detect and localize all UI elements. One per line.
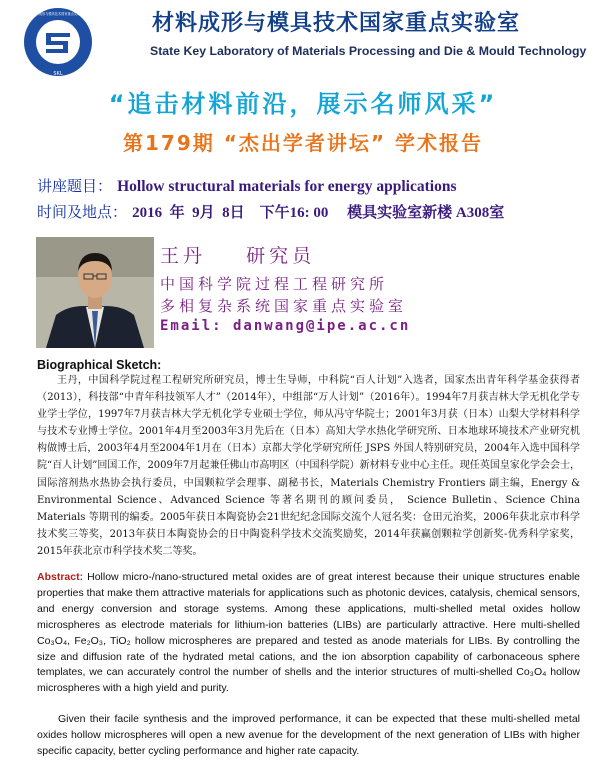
lab-name-en: State Key Laboratory of Materials Processing and Die & Mould Technology xyxy=(150,44,587,58)
time-place: 2016 年 9月 8日 下午16: 00 模具实验室新楼 A308室 xyxy=(132,205,505,221)
speaker-affiliation-2: 多相复杂系统国家重点实验室 xyxy=(160,297,408,315)
talk-topic: Hollow structural materials for energy applications xyxy=(117,178,457,195)
lab-name-cn: 材料成形与模具技术国家重点实验室 xyxy=(152,11,521,36)
time-row xyxy=(37,201,504,222)
bio-heading: Biographical Sketch: xyxy=(37,358,162,372)
topic-label: 讲座题目： xyxy=(37,177,113,195)
speaker-photo xyxy=(36,237,154,348)
abstract-paragraph-2: Given their facile synthesis and the improved performance, it can be expected that these multi-shelled metal oxides hollow microspheres will open a new avenue for the development of the next generation of LIBs with higher specific capacity, better cycling performance and higher rate capacity. xyxy=(37,713,580,757)
speaker-name-title: 王丹 研究员 xyxy=(160,245,316,267)
event-issue-title: 第179期 “杰出学者讲坛” 学术报告 xyxy=(123,131,483,155)
lab-logo xyxy=(22,6,94,78)
topic-row xyxy=(37,175,457,196)
speaker-affiliation-1: 中国科学院过程工程研究所 xyxy=(160,275,389,293)
bio-text: 王丹，中国科学院过程工程研究所研究员，博士生导师，中科院“百人计划”入选者，国家杰出青年科学基金获得者（2013），科技部“中青年科技领军人才”（2014年），中组部“万人计划”（2016年）。1994年7月获吉林大学无机化学专业学士学位，1997年7月获吉林大学无机化学专业硕士学位，师从冯守华院士；2001年3月获（日本）山梨大学材料科学与技术专业博士学位。2001年4月至2003年3月先后在（日本）高知大学水热化学研究所、日本地球环境技术产业研究机构做博士后，2003年4月至2004年1月在（日本）京都大学化学研究所任 JSPS 外国人特别研究员，2004年入选中国科学院“百人计划”回国工作，2009年7月起兼任佛山市高明区（中国科学院）新材料专业中心主任。现任英国皇家化学会会士，国际溶剂热水热协会执行委员，中国颗粒学会理事、副秘书长，Materials Chemistry Frontiers 副主编，Energy & Environmental Science、Advanced Science 等著名期刊的顾问委员， Science Bulletin、Science China Materials 等期刊的编委。2005年获日本陶瓷协会21世纪纪念国际交流个人冠名奖：仓田元治奖，2006年获北京市科学技术奖三等奖，2013年获日本陶瓷协会的日中陶瓷科学技术交流奖励奖，2014年获赢创颗粒学创新奖-优秀科学家奖，2015年获北京市科学技术奖二等奖。 xyxy=(37,375,580,557)
time-label: 时间及地点： xyxy=(37,203,128,221)
abstract-label: Abstract: xyxy=(37,571,84,583)
abstract-paragraph-1 xyxy=(37,570,580,697)
event-slogan: “追击材料前沿，展示名师风采” xyxy=(108,90,498,118)
logo-letters: SKL xyxy=(53,71,63,77)
speaker-email[interactable]: Email: danwang@ipe.ac.cn xyxy=(160,318,411,334)
logo-ring-text: 材料成形与模具技术国家重点实验室 xyxy=(32,12,84,16)
abstract-text-1: Hollow micro-/nano-structured metal oxides are of great interest because their unique structures enable properties that make them attractive materials for applications such as photonic devices, catalysis, chemical sensors, and energy conversion and storage systems. Among these applications, multi-shelled metal oxides hollow microspheres as electrode materials for lithium-ion batteries (LIBs) are particularly attractive. Here multi-shelled Co₃O₄, Fe₂O₃, TiO₂ hollow microspheres are prepared and tested as anode materials for LIBs. By controlling the size and diffusion rate of the hydrated metal cations, and the ion absorption capability of carbonaceous sphere templates, we can accurately control the number of shells and the interior structures of multi-shelled Co₃O₄ hollow microspheres with a high yield and purity. xyxy=(37,571,580,695)
